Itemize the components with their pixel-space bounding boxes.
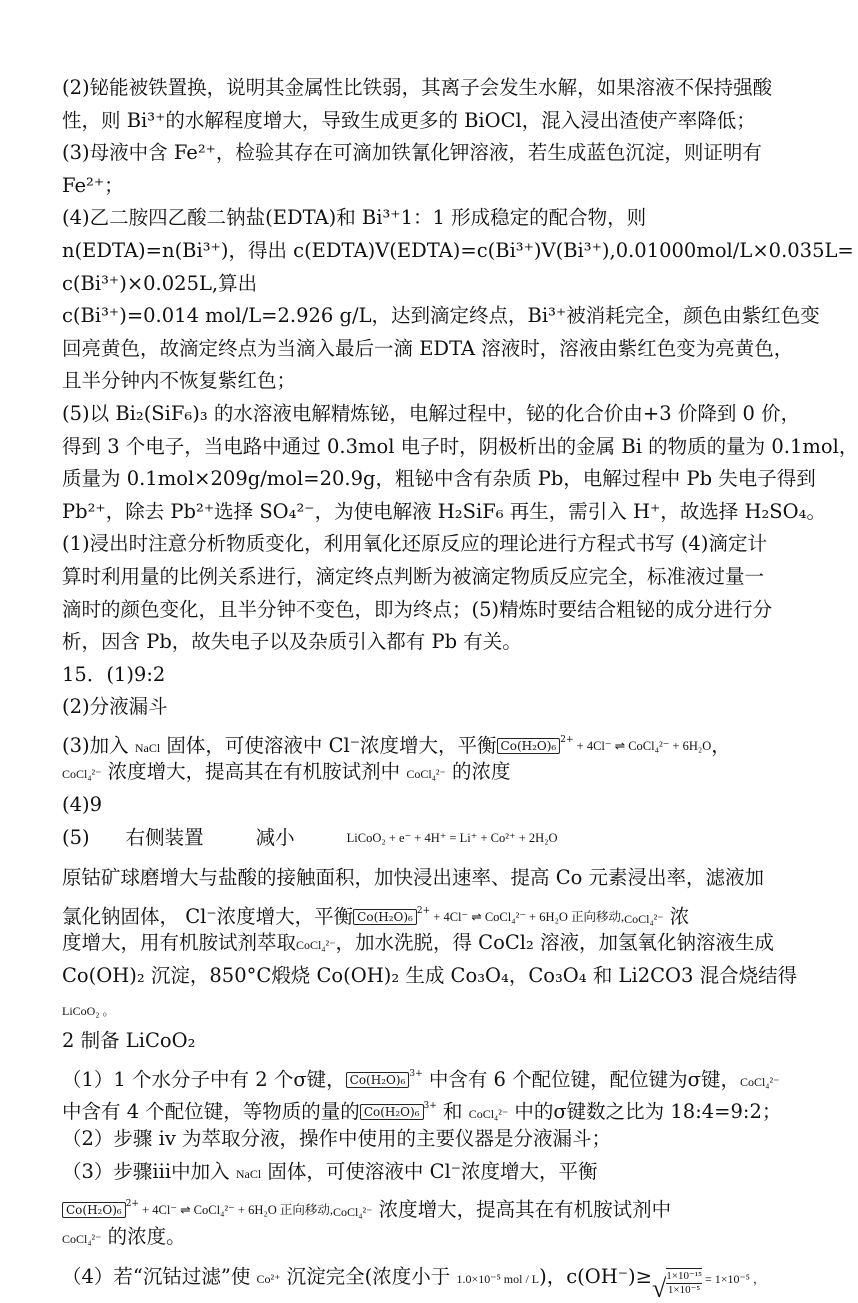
formula-cocl4: CoCl₄²⁻ xyxy=(62,1231,102,1246)
answer-15-2: (2)分液漏斗 xyxy=(62,695,168,719)
answer-15-3-line2: CoCl₄²⁻ 浓度增大，提高其在有机胺试剂中 CoCl₄²⁻ 的浓度 xyxy=(62,760,511,784)
text-line: 质量为 0.1mol×209g/mol=20.9g，粗铋中含有杂质 Pb，电解过程中 Pb 失电子得到 xyxy=(62,467,816,491)
text-line: 且半分钟内不恢复紫红色； xyxy=(62,369,297,393)
section-title: 2 制备 LiCoO₂ xyxy=(62,1029,196,1053)
complex-bracket: Co(H₂O)₆ xyxy=(497,738,561,754)
formula-nacl: NaCl xyxy=(134,740,161,755)
text-line: (5)以 Bi₂(SiF₆)₃ 的水溶液电解精炼铋，电解过程中，铋的化合价由+3 价降到 0 价， xyxy=(62,401,801,425)
text-line: (2)铋能被铁置换，说明其金属性比铁弱，其离子会发生水解，如果溶液不保持强酸 xyxy=(62,76,773,99)
text-line: 滴时的颜色变化，且半分钟不变色，即为终点；(5)精炼时要结合粗铋的成分进行分 xyxy=(62,597,773,621)
answer-15-1: 15．(1)9:2 xyxy=(62,662,166,686)
text-line: c(Bi³⁺)=0.014 mol/L=2.926 g/L，达到滴定终点，Bi³⁺被消耗完全，颜色由紫红色变 xyxy=(62,304,820,328)
complex-bracket: Co(H₂O)₆ xyxy=(360,1104,424,1120)
text-line: Co(OH)₂ 沉淀，850°C煅烧 Co(OH)₂ 生成 Co₃O₄，Co₃O₄ 和 Li2CO3 混合烧结得 xyxy=(62,964,798,988)
formula-cocl4: CoCl₄²⁻ xyxy=(406,767,446,782)
answer-15-5: (5) 右侧装置 减小 LiCoO₂ + e⁻ + 4H⁺ = Li⁺ + Co²⁺ + 2H₂O xyxy=(62,825,558,849)
concentration: 1.0×10⁻⁵ mol / L xyxy=(456,1272,540,1287)
text-line: （1）1 个水分子中有 2 个σ键， Co(H₂O)₆ $^{3+}$ 中含有 6 个配位键，配位键为σ键，CoCl₄²⁻ xyxy=(62,1067,780,1091)
formula-cocl4: CoCl₄²⁻ xyxy=(296,938,336,953)
formula-nacl: NaCl xyxy=(235,1166,262,1181)
answer-15-4: (4)9 xyxy=(62,793,103,817)
text-line: (3)母液中含 Fe²⁺，检验其存在可滴加铁氰化钾溶液，若生成蓝色沉淀，则证明有 xyxy=(62,141,762,165)
text-line: 算时利用量的比例关系进行，滴定终点判断为被滴定物质反应完全，标准液过量一 xyxy=(62,564,765,588)
formula-co2: Co²⁺ xyxy=(256,1272,281,1287)
text-line: CoCl₄²⁻ 的浓度。 xyxy=(62,1224,186,1248)
formula-cocl4: CoCl₄²⁻ xyxy=(332,1205,373,1220)
formula-cocl4: CoCl₄²⁻ xyxy=(62,767,102,782)
complex-bracket: Co(H₂O)₆ xyxy=(346,1072,410,1088)
text-line: 原钴矿球磨增大与盐酸的接触面积，加快浸出速率、提高 Co 元素浸出率，滤液加 xyxy=(62,866,765,890)
complex-bracket: Co(H₂O)₆ xyxy=(62,1202,126,1218)
electrode-equation: LiCoO₂ + e⁻ + 4H⁺ = Li⁺ + Co²⁺ + 2H₂O xyxy=(346,830,558,845)
text-line: （4）若“沉钴过滤”使 Co²⁺ 沉淀完全(浓度小于 1.0×10⁻⁵ mol / L)，c(OH⁻)≥√ $\frac{\text{1×10⁻¹⁵}}{\text{1×10⁻⁵}}$ = 1×10⁻⁵ ， xyxy=(62,1265,765,1303)
answer-15-3-line1: (3)加入 NaCl 固体，可使溶液中 Cl⁻浓度增大，平衡 Co(H₂O)₆ $^{2+}$ + 4Cl⁻ ⇌ CoCl₄²⁻ + 6H₂O， xyxy=(62,733,731,757)
text-line: (1)浸出时注意分析物质变化，利用氧化还原反应的理论进行方程式书写 (4)滴定计 xyxy=(62,532,767,556)
formula-cocl4: CoCl₄²⁻ xyxy=(468,1107,509,1122)
text-line: 析，因含 Pb，故失电子以及杂质引入都有 Pb 有关。 xyxy=(62,630,522,654)
text-line: 氯化钠固体， Cl⁻浓度增大，平衡 Co(H₂O)₆ $^{2+}$ + 4Cl⁻ ⇌ CoCl₄²⁻ + 6H₂O 正向移动,CoCl₄²⁻ 浓 xyxy=(62,904,690,928)
sqrt-expression: √ $\frac{\text{1×10⁻¹⁵}}{\text{1×10⁻⁵}}$ xyxy=(652,1270,702,1303)
text-line: c(Bi³⁺)×0.025L,算出 xyxy=(62,271,258,295)
text-line: 得到 3 个电子，当电路中通过 0.3mol 电子时，阴极析出的金属 Bi 的物质的量为 0.1mol， xyxy=(62,434,858,458)
text-line: Co(H₂O)₆ $^{2+}$ + 4Cl⁻ ⇌ CoCl₄²⁻ + 6H₂O 正向移动,CoCl₄²⁻ 浓度增大，提高其在有机胺试剂中 xyxy=(62,1188,748,1221)
text-line: 度增大，用有机胺试剂萃取CoCl₄²⁻，加水洗脱，得 CoCl₂ 溶液，加氢氧化钠溶液生成 xyxy=(62,931,775,955)
text-line: n(EDTA)=n(Bi³⁺)，得出 c(EDTA)V(EDTA)=c(Bi³⁺)V(Bi³⁺),0.01000mol/L×0.035L= xyxy=(62,238,854,262)
text-line: Pb²⁺，除去 Pb²⁺选择 SO₄²⁻，为使电解液 H₂SiF₆ 再生，需引入 H⁺，故选择 H₂SO₄。 xyxy=(62,499,826,523)
equilibrium-equation: + 4Cl⁻ ⇌ CoCl₄²⁻ + 6H₂O xyxy=(573,738,712,753)
complex-bracket: Co(H₂O)₆ xyxy=(353,909,417,925)
text-line: 回亮黄色，故滴定终点为当滴入最后一滴 EDTA 溶液时，溶液由紫红色变为亮黄色， xyxy=(62,336,794,360)
text-line: 中含有 4 个配位键，等物质的量的 Co(H₂O)₆ $^{3+}$ 和 CoCl₄²⁻ 中的σ键数之比为 18:4=9:2； xyxy=(62,1100,782,1124)
text-line: 性，则 Bi³⁺的水解程度增大，导致生成更多的 BiOCl，混入浸出渣使产率降低； xyxy=(62,108,756,132)
text-line: （3）步骤iii中加入 NaCl 固体，可使溶液中 Cl⁻浓度增大，平衡 xyxy=(62,1159,598,1183)
formula-cocl4: CoCl₄²⁻ xyxy=(624,911,664,926)
text-line: LiCoO₂ 。 xyxy=(62,1003,115,1018)
text-line: Fe²⁺； xyxy=(62,173,124,197)
text-line: (4)乙二胺四乙酸二钠盐(EDTA)和 Bi³⁺1：1 形成稳定的配合物，则 xyxy=(62,206,647,230)
formula-cocl4: CoCl₄²⁻ xyxy=(739,1074,780,1089)
text-line: （2）步骤 iv 为萃取分液，操作中使用的主要仪器是分液漏斗； xyxy=(62,1127,612,1150)
